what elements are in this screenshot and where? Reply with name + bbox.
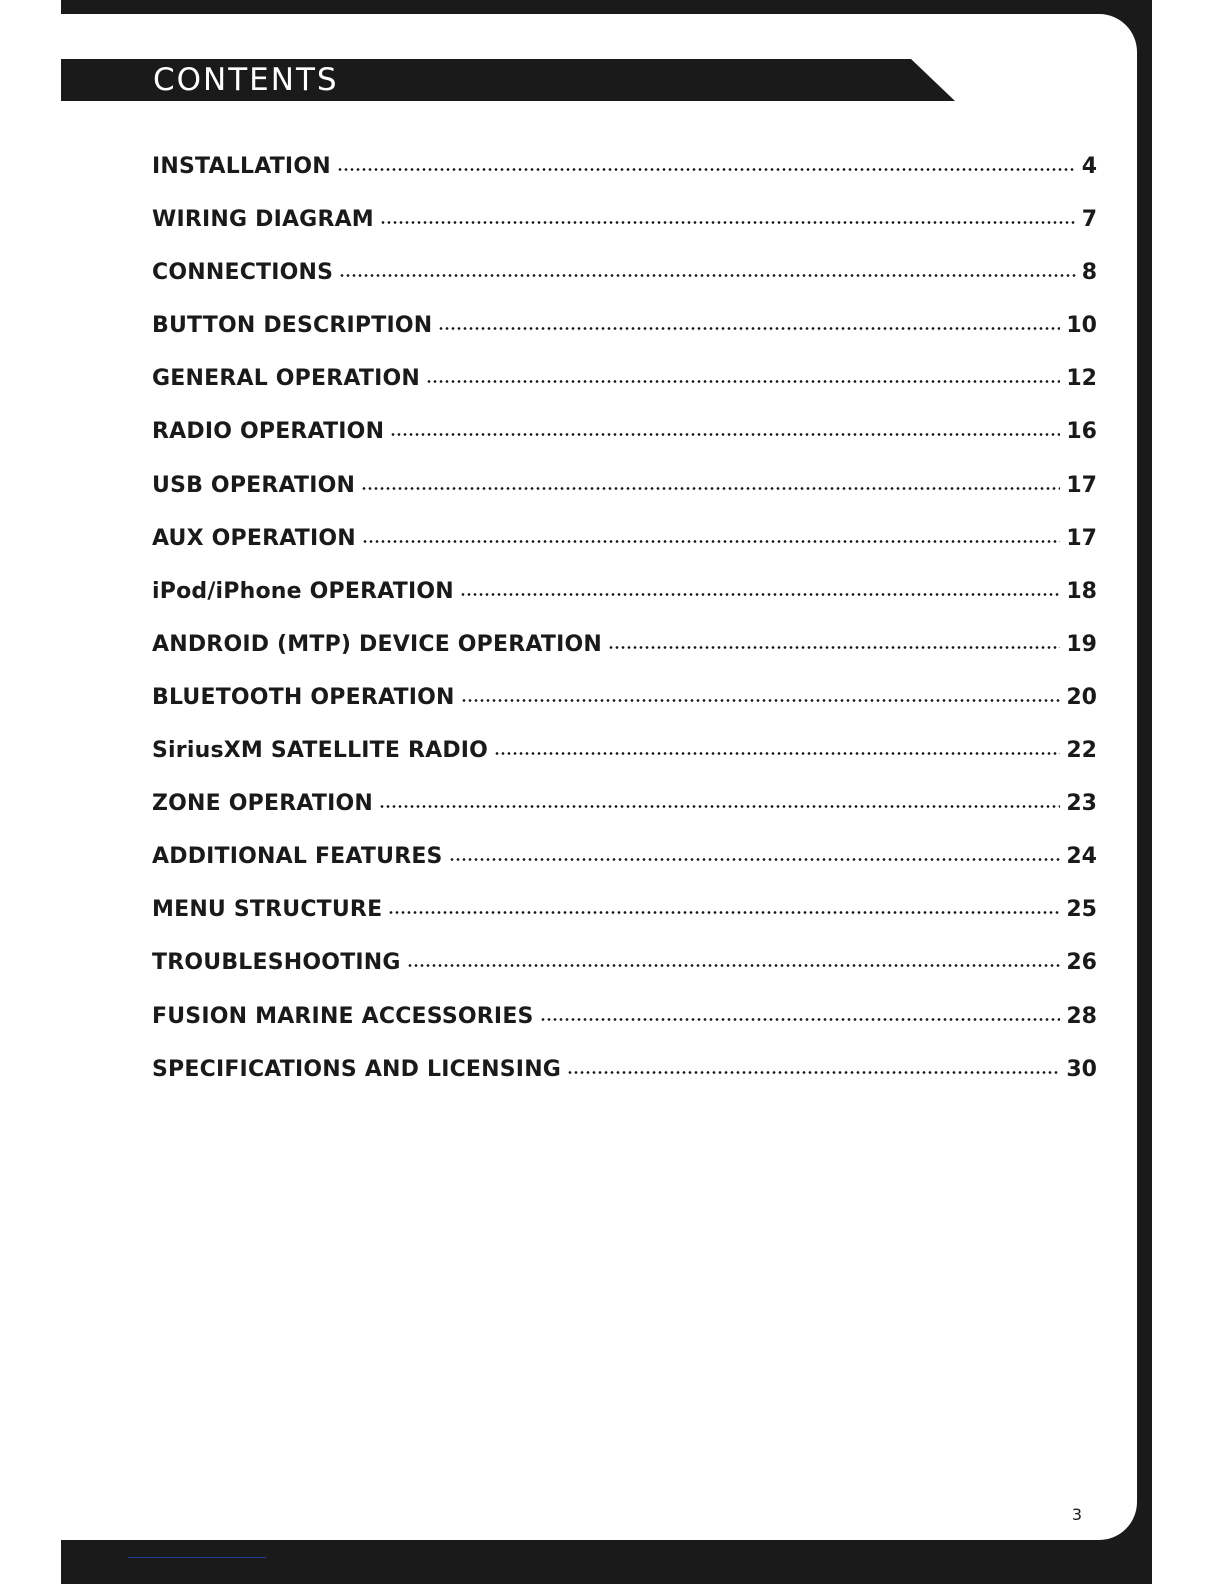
toc-entry-title: USB OPERATION	[152, 472, 356, 498]
toc-entry-menu-structure[interactable]	[152, 893, 1097, 946]
toc-entry-fusion-marine-accessories[interactable]	[152, 1000, 1097, 1053]
dot-leader	[362, 539, 1061, 544]
toc-entry-title: BLUETOOTH OPERATION	[152, 684, 455, 710]
toc-entry-page: 17	[1066, 472, 1097, 498]
scan-artifact-line	[128, 1557, 266, 1558]
toc-entry-aux-operation[interactable]	[152, 522, 1097, 575]
toc-entry-title: ADDITIONAL FEATURES	[152, 844, 443, 870]
toc-entry-title: ZONE OPERATION	[152, 791, 373, 817]
toc-entry-page: 16	[1066, 419, 1097, 445]
toc-entry-specifications-and-licensing[interactable]	[152, 1053, 1097, 1106]
toc-entry-page: 26	[1066, 950, 1097, 976]
toc-entry-title: CONNECTIONS	[152, 260, 334, 286]
dot-leader	[567, 1070, 1060, 1075]
page-number: 3	[1071, 1505, 1083, 1524]
toc-entry-title: GENERAL OPERATION	[152, 366, 420, 392]
toc-entry-siriusxm-satellite-radio[interactable]	[152, 734, 1097, 787]
dot-leader	[390, 432, 1060, 437]
toc-entry-page: 25	[1066, 897, 1097, 923]
dot-leader	[438, 326, 1060, 331]
dot-leader	[339, 273, 1075, 278]
dot-leader	[460, 592, 1061, 597]
toc-entry-bluetooth-operation[interactable]	[152, 681, 1097, 734]
toc-entry-page: 4	[1081, 154, 1097, 179]
dot-leader	[449, 857, 1061, 862]
toc-entry-page: 7	[1081, 207, 1097, 233]
toc-entry-title: WIRING DIAGRAM	[152, 207, 374, 233]
toc-entry-title: RADIO OPERATION	[152, 419, 385, 445]
toc-entry-page: 20	[1066, 684, 1097, 710]
table-of-contents	[152, 150, 1097, 1106]
toc-entry-page: 17	[1066, 525, 1097, 551]
dot-leader	[361, 486, 1060, 491]
toc-entry-button-description[interactable]	[152, 309, 1097, 362]
toc-entry-installation[interactable]	[152, 150, 1097, 203]
toc-entry-additional-features[interactable]	[152, 840, 1097, 893]
toc-entry-general-operation[interactable]	[152, 362, 1097, 415]
toc-entry-title: BUTTON DESCRIPTION	[152, 313, 433, 339]
toc-entry-title: INSTALLATION	[152, 154, 331, 179]
toc-entry-page: 28	[1066, 1003, 1097, 1029]
toc-entry-page: 19	[1066, 631, 1097, 657]
toc-entry-wiring-diagram[interactable]	[152, 203, 1097, 256]
toc-entry-title: SPECIFICATIONS AND LICENSING	[152, 1056, 562, 1082]
toc-entry-page: 24	[1066, 844, 1097, 870]
dot-leader	[426, 379, 1060, 384]
toc-entry-page: 30	[1066, 1056, 1097, 1082]
toc-entry-title: AUX OPERATION	[152, 525, 356, 551]
toc-entry-page: 23	[1066, 791, 1097, 817]
toc-entry-usb-operation[interactable]	[152, 469, 1097, 522]
page-title: CONTENTS	[153, 62, 339, 98]
toc-entry-title: FUSION MARINE ACCESSORIES	[152, 1003, 534, 1029]
toc-entry-title: MENU STRUCTURE	[152, 897, 383, 923]
dot-leader	[461, 698, 1061, 703]
dot-leader	[337, 167, 1076, 172]
toc-entry-page: 18	[1066, 578, 1097, 604]
toc-entry-title: ANDROID (MTP) DEVICE OPERATION	[152, 631, 602, 657]
toc-entry-title: iPod/iPhone OPERATION	[152, 578, 454, 604]
toc-entry-troubleshooting[interactable]	[152, 946, 1097, 999]
toc-entry-connections[interactable]	[152, 256, 1097, 309]
toc-entry-title: SiriusXM SATELLITE RADIO	[152, 738, 489, 764]
dot-leader	[379, 804, 1060, 809]
toc-entry-title: TROUBLESHOOTING	[152, 950, 401, 976]
toc-entry-radio-operation[interactable]	[152, 415, 1097, 468]
dot-leader	[388, 910, 1060, 915]
dot-leader	[608, 645, 1060, 650]
dot-leader	[380, 220, 1076, 225]
toc-entry-zone-operation[interactable]	[152, 787, 1097, 840]
toc-entry-page: 22	[1066, 738, 1097, 764]
dot-leader	[494, 751, 1060, 756]
dot-leader	[407, 963, 1061, 968]
toc-entry-page: 12	[1066, 366, 1097, 392]
toc-entry-page: 10	[1066, 313, 1097, 339]
toc-entry-android-mtp-operation[interactable]	[152, 628, 1097, 681]
dot-leader	[540, 1017, 1061, 1022]
toc-entry-ipod-iphone-operation[interactable]	[152, 575, 1097, 628]
toc-entry-page: 8	[1081, 260, 1097, 286]
